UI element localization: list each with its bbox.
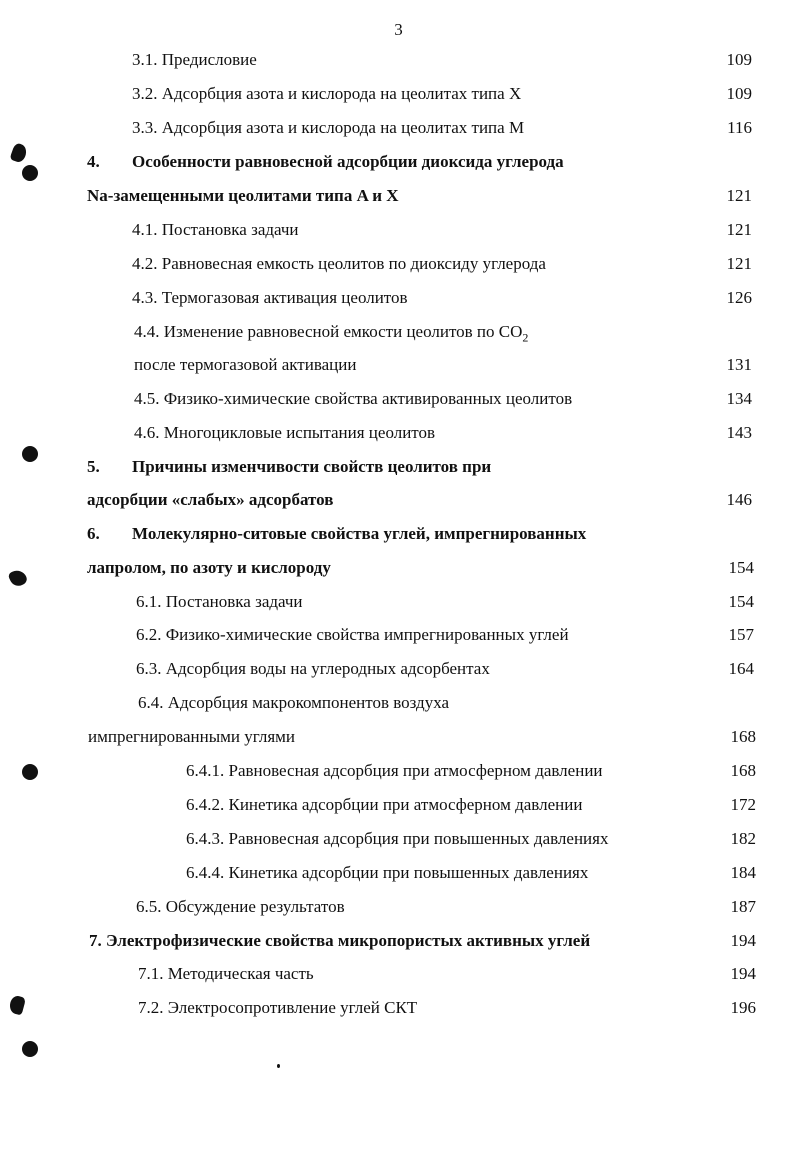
binder-hole-2 bbox=[22, 446, 38, 462]
toc-page-7-2: 196 bbox=[730, 998, 756, 1017]
toc-page-6-4-4: 184 bbox=[730, 863, 756, 882]
toc-chapter-4-title: Особенности равновесной адсорбции диоксида углерода bbox=[132, 152, 564, 171]
toc-entry-4-4 bbox=[134, 321, 528, 348]
toc-entry-4-5: 4.5. Физико-химические свойства активированных цеолитов bbox=[134, 389, 573, 408]
toc-page-4-3: 126 bbox=[726, 288, 752, 307]
toc-chapter-number-5: 5. bbox=[87, 457, 100, 476]
toc-page-7: 194 bbox=[730, 931, 756, 950]
toc-chapter-6-title: Молекулярно-ситовые свойства углей, импрегнированных bbox=[132, 524, 587, 543]
binder-hole-4 bbox=[22, 1041, 38, 1057]
toc-page-6-3: 164 bbox=[728, 659, 754, 678]
toc-entry-7-2: 7.2. Электросопротивление углей СКТ bbox=[138, 998, 418, 1017]
toc-entry-3-3: 3.3. Адсорбция азота и кислорода на цеолитах типа M bbox=[132, 118, 525, 137]
toc-entry-6-4-3: 6.4.3. Равновесная адсорбция при повышенных давлениях bbox=[186, 829, 609, 848]
toc-page-4-2: 121 bbox=[726, 254, 752, 273]
toc-page-3-3: 116 bbox=[727, 118, 752, 137]
toc-entry-4-6: 4.6. Многоцикловые испытания цеолитов bbox=[134, 423, 436, 442]
toc-page-6-4-3: 182 bbox=[730, 829, 756, 848]
toc-chapter-number-4: 4. bbox=[87, 152, 100, 171]
page-number: 3 bbox=[394, 20, 403, 39]
toc-entry-4-4-cont: после термогазовой активации bbox=[134, 355, 357, 374]
toc-page-4: 121 bbox=[726, 186, 752, 205]
toc-page-6-1: 154 bbox=[728, 592, 754, 611]
toc-entry-4-4-subscript: 2 bbox=[522, 330, 529, 345]
toc-chapter-5-title: Причины изменчивости свойств цеолитов при bbox=[132, 457, 492, 476]
toc-entry-6-5: 6.5. Обсуждение результатов bbox=[136, 897, 345, 916]
ink-blot-2 bbox=[7, 567, 28, 588]
toc-entry-3-1: 3.1. Предисловие bbox=[132, 50, 257, 69]
toc-chapter-4-title-cont: Na-замещенными цеолитами типа A и X bbox=[87, 186, 399, 205]
toc-entry-6-4-4: 6.4.4. Кинетика адсорбции при повышенных давлениях bbox=[186, 863, 589, 882]
toc-entry-6-4-2: 6.4.2. Кинетика адсорбции при атмосферном давлении bbox=[186, 795, 583, 814]
toc-page-5: 146 bbox=[726, 490, 752, 509]
toc-page-3-2: 109 bbox=[726, 84, 752, 103]
speck bbox=[277, 1064, 280, 1068]
toc-chapter-6-title-cont: лапролом, по азоту и кислороду bbox=[87, 558, 331, 577]
toc-entry-6-1: 6.1. Постановка задачи bbox=[136, 592, 303, 611]
toc-page-4-6: 143 bbox=[726, 423, 752, 442]
toc-entry-6-4-1: 6.4.1. Равновесная адсорбция при атмосферном давлении bbox=[186, 761, 603, 780]
ink-blot-3 bbox=[8, 994, 26, 1015]
toc-entry-6-4-cont: импрегнированными углями bbox=[88, 727, 296, 746]
ink-blot-1 bbox=[9, 142, 28, 164]
toc-entry-6-4: 6.4. Адсорбция макрокомпонентов воздуха bbox=[138, 693, 450, 712]
toc-entry-6-3: 6.3. Адсорбция воды на углеродных адсорбентах bbox=[136, 659, 490, 678]
toc-page-6-4-2: 172 bbox=[730, 795, 756, 814]
toc-page-6-5: 187 bbox=[730, 897, 756, 916]
toc-page-4-4: 131 bbox=[726, 355, 752, 374]
toc-page-3-1: 109 bbox=[726, 50, 752, 69]
binder-hole-1 bbox=[22, 165, 38, 181]
toc-entry-4-2: 4.2. Равновесная емкость цеолитов по диоксиду углерода bbox=[132, 254, 546, 273]
toc-chapter-5-title-cont: адсорбции «слабых» адсорбатов bbox=[87, 490, 334, 509]
toc-entry-4-3: 4.3. Термогазовая активация цеолитов bbox=[132, 288, 408, 307]
toc-page-6: 154 bbox=[728, 558, 754, 577]
toc-page-4-5: 134 bbox=[726, 389, 752, 408]
toc-entry-7-1: 7.1. Методическая часть bbox=[138, 964, 314, 983]
toc-page-7-1: 194 bbox=[730, 964, 756, 983]
toc-entry-4-1: 4.1. Постановка задачи bbox=[132, 220, 299, 239]
toc-entry-3-2: 3.2. Адсорбция азота и кислорода на цеолитах типа X bbox=[132, 84, 522, 103]
toc-entry-6-2: 6.2. Физико-химические свойства импрегнированных углей bbox=[136, 625, 569, 644]
toc-chapter-number-6: 6. bbox=[87, 524, 100, 543]
binder-hole-3 bbox=[22, 764, 38, 780]
toc-chapter-7-title: 7. Электрофизические свойства микропористых активных углей bbox=[89, 931, 591, 950]
toc-page-6-4-1: 168 bbox=[730, 761, 756, 780]
toc-entry-4-4-text: 4.4. Изменение равновесной емкости цеолитов по CO bbox=[134, 322, 523, 341]
toc-page-6-4: 168 bbox=[730, 727, 756, 746]
toc-page-4-1: 121 bbox=[726, 220, 752, 239]
toc-page-6-2: 157 bbox=[728, 625, 754, 644]
